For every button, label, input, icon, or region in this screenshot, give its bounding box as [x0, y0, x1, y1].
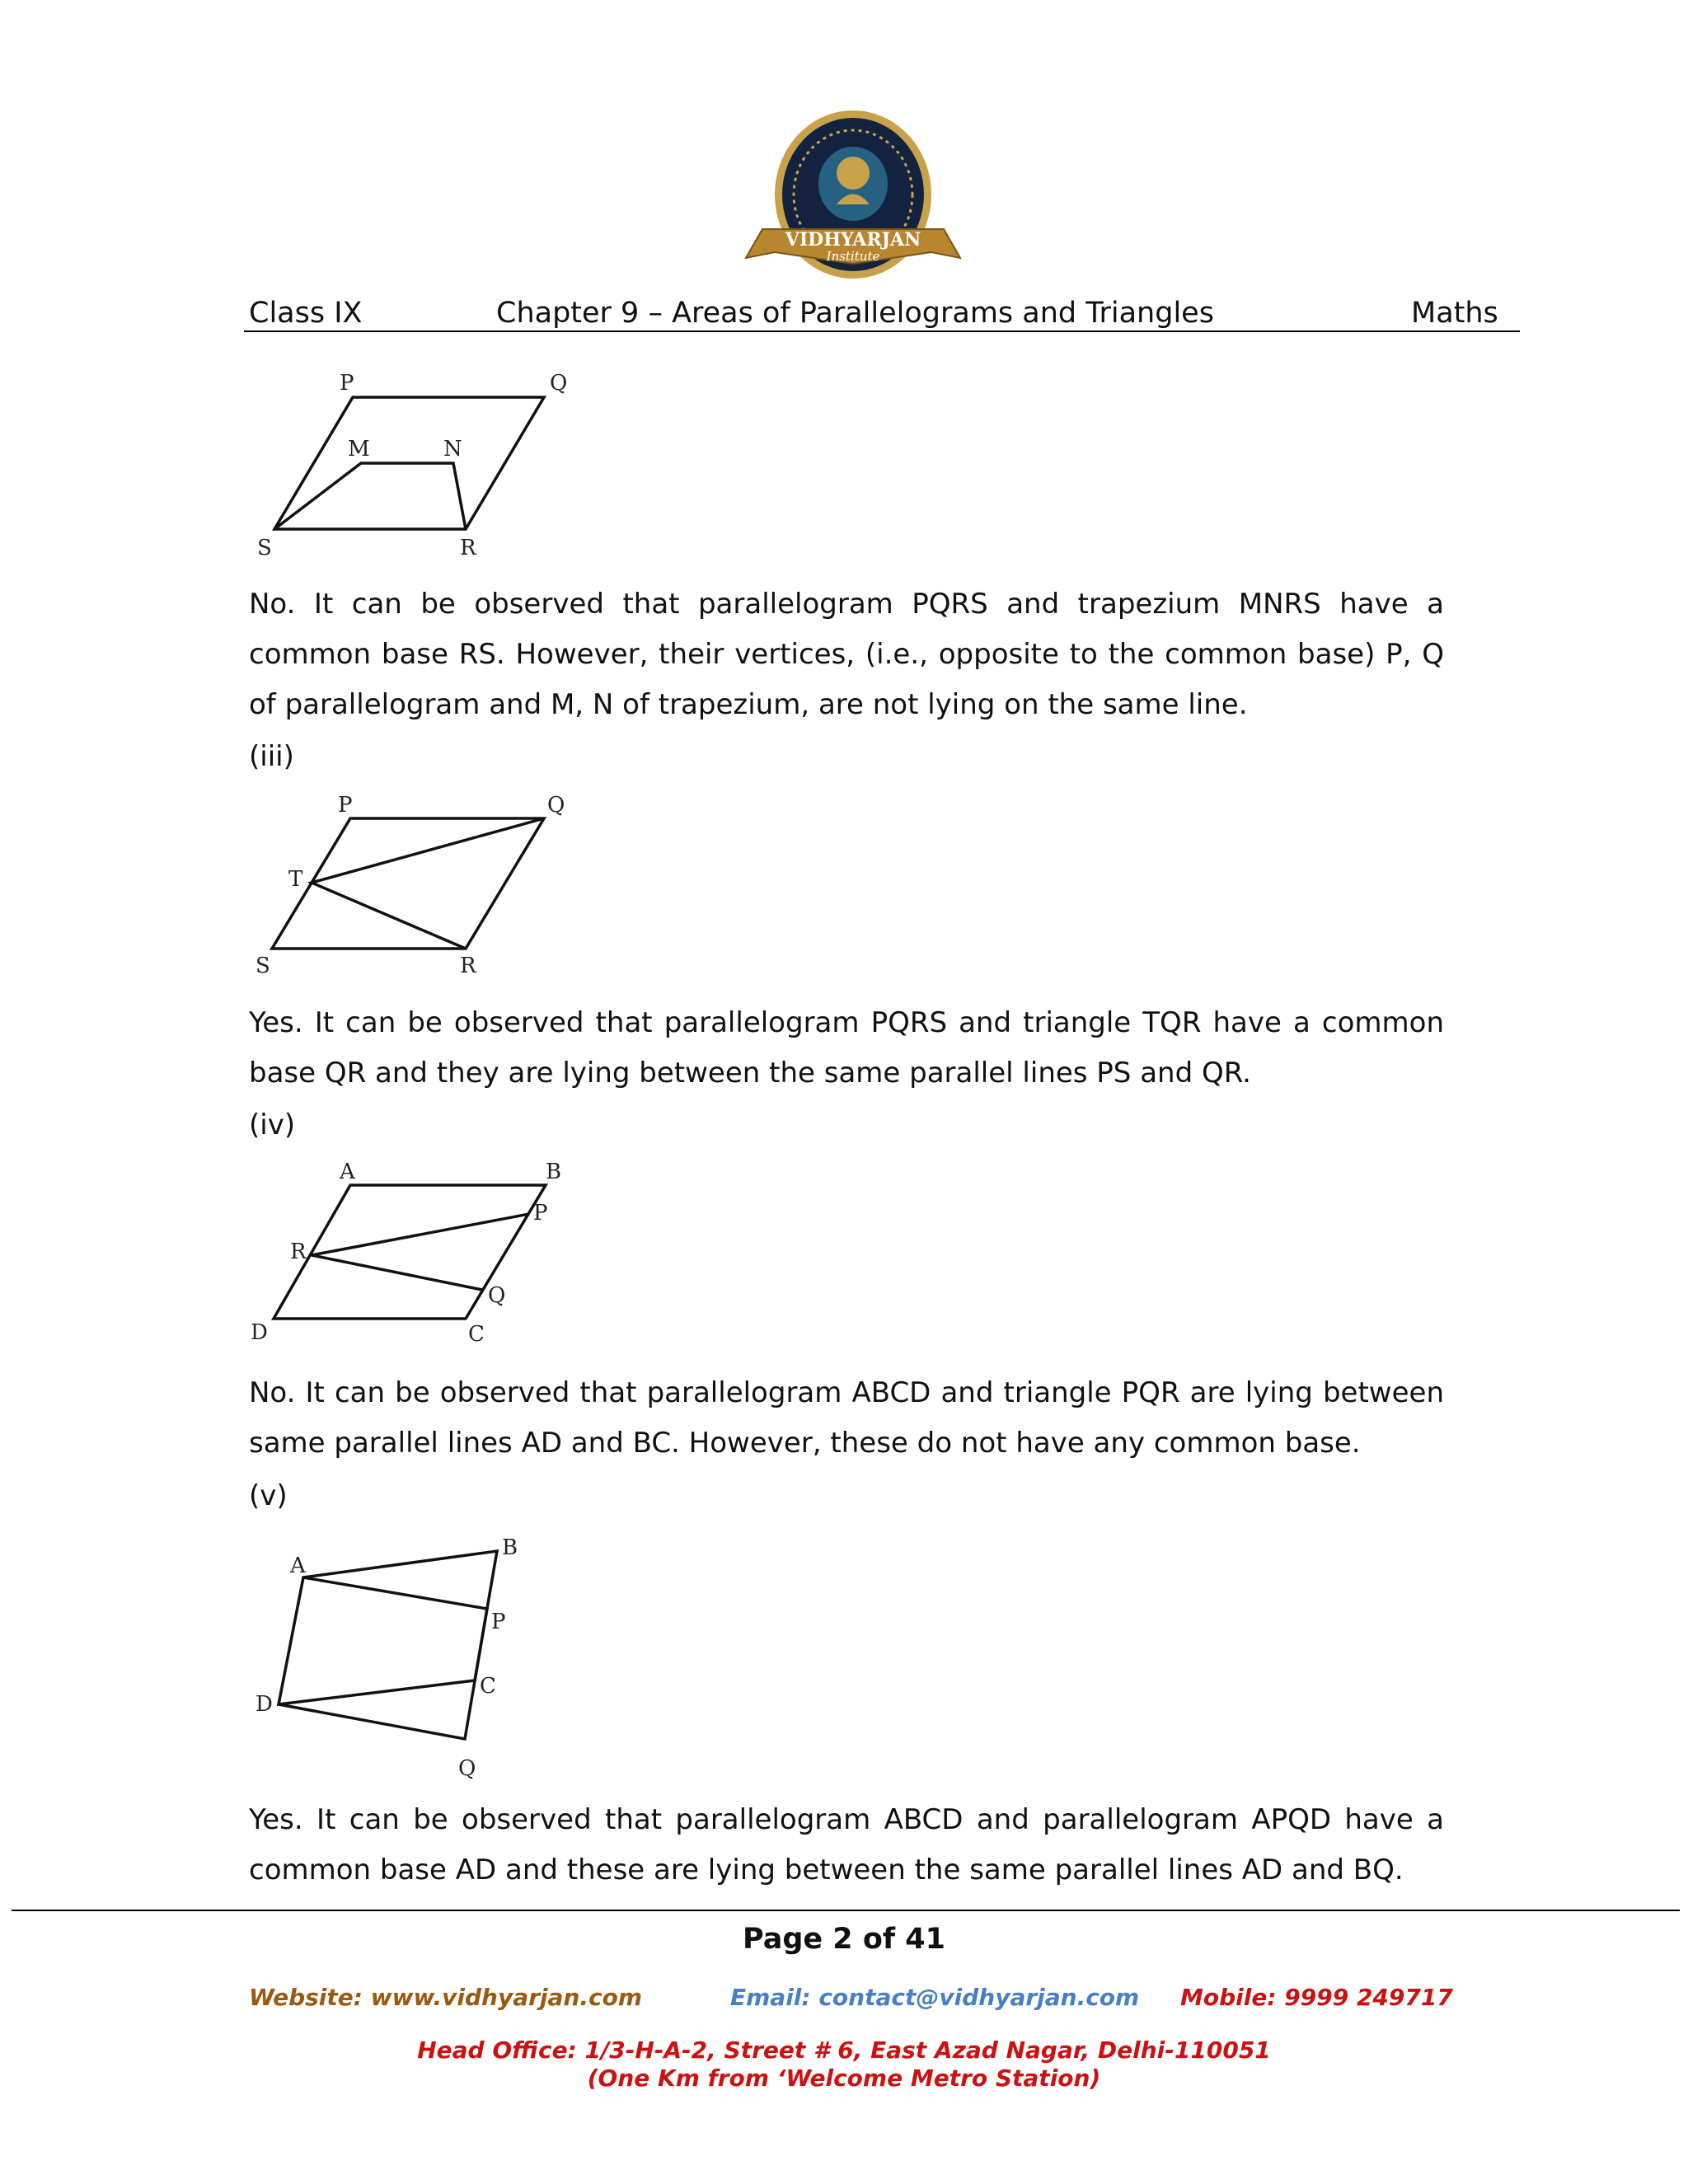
- answer-iii-line-2: base QR and they are lying between the same parallel lines PS and QR.: [249, 1057, 1251, 1090]
- label-r: R: [460, 536, 476, 560]
- footer-mobile[interactable]: Mobile: 9999 249717: [1180, 1984, 1453, 2011]
- class-label: Class IX: [249, 297, 363, 330]
- label-b: B: [546, 1160, 562, 1184]
- page-number: Page 2 of 41: [742, 1923, 945, 1956]
- label-r: R: [290, 1240, 307, 1264]
- triangle-tqr: [312, 818, 544, 949]
- figure-parallelogram-trapezium: [247, 367, 593, 565]
- footer-email[interactable]: Email: contact@vidhyarjan.com: [730, 1984, 1140, 2011]
- label-a: A: [290, 1554, 306, 1578]
- label-m: M: [348, 437, 370, 462]
- figure-parallelograms-abcd-apqd: [247, 1535, 593, 1782]
- answer-v-text: [249, 1795, 1444, 1896]
- label-b: B: [502, 1535, 518, 1560]
- label-c: C: [480, 1674, 496, 1699]
- answer-v-line-2: common base AD and these are lying between the same parallel lines AD and BQ.: [249, 1854, 1404, 1886]
- chapter-title: Chapter 9 – Areas of Parallelograms and Triangles: [496, 297, 1214, 330]
- label-t: T: [288, 867, 303, 892]
- answer-iv-text: [249, 1368, 1444, 1469]
- footer-office-address: Head Office: 1/3-H-A-2, Street # 6, East Azad Nagar, Delhi-110051: [417, 2036, 1271, 2064]
- answer-iv-line-1: No. It can be observed that parallelogram ABCD and triangle PQR are lying between: [249, 1376, 1444, 1409]
- logo-text: VIDHYARJAN: [785, 229, 921, 251]
- label-p: P: [533, 1201, 548, 1226]
- footer-website[interactable]: Website: www.vidhyarjan.com: [249, 1984, 643, 2011]
- figure-parallelogram-triangle-pqr: [247, 1158, 593, 1356]
- footer-rule: [12, 1910, 1680, 1911]
- figure-parallelogram-triangle-tqr: [247, 787, 593, 985]
- trapezium-mnrs: [274, 463, 466, 529]
- label-c: C: [468, 1322, 485, 1347]
- answer-v-line-1: Yes. It can be observed that parallelogram ABCD and parallelogram APQD have a: [249, 1803, 1444, 1836]
- answer-ii-line-1: No. It can be observed that parallelogram PQRS and trapezium MNRS have a: [249, 588, 1444, 621]
- label-p: P: [491, 1610, 506, 1634]
- label-q: Q: [547, 793, 565, 818]
- parallelogram-apqd: [279, 1577, 487, 1739]
- parallelogram-abcd: [279, 1551, 497, 1704]
- label-p: P: [340, 371, 354, 396]
- label-r: R: [460, 954, 476, 978]
- logo-subtext: Institute: [826, 249, 880, 264]
- triangle-pqr: [312, 1214, 529, 1290]
- answer-iii-text: [249, 998, 1444, 1099]
- footer-office-note: (One Km from ‘Welcome Metro Station): [587, 2064, 1101, 2092]
- answer-ii-line-3: of parallelogram and M, N of trapezium, are not lying on the same line.: [249, 688, 1248, 721]
- answer-iii-line-1: Yes. It can be observed that parallelogram PQRS and triangle TQR have a common: [249, 1006, 1444, 1039]
- label-q: Q: [550, 371, 568, 396]
- label-q: Q: [458, 1756, 476, 1781]
- institute-logo: [738, 105, 968, 295]
- question-iii-label: (iii): [249, 740, 294, 773]
- label-q: Q: [488, 1283, 506, 1308]
- answer-iv-line-2: same parallel lines AD and BC. However, these do not have any common base.: [249, 1427, 1361, 1460]
- question-v-label: (v): [249, 1479, 288, 1512]
- answer-ii-line-2: common base RS. However, their vertices, (i.e., opposite to the common base) P, Q: [249, 638, 1444, 671]
- answer-ii-text: [249, 579, 1444, 730]
- label-n: N: [443, 437, 462, 462]
- label-s: S: [256, 954, 270, 978]
- label-a: A: [340, 1160, 355, 1184]
- question-iv-label: (iv): [249, 1108, 296, 1141]
- label-d: D: [251, 1320, 268, 1345]
- label-s: S: [257, 536, 272, 560]
- subject-label: Maths: [1411, 297, 1498, 330]
- label-p: P: [338, 793, 353, 818]
- label-d: D: [256, 1692, 273, 1717]
- header-rule: [244, 330, 1520, 332]
